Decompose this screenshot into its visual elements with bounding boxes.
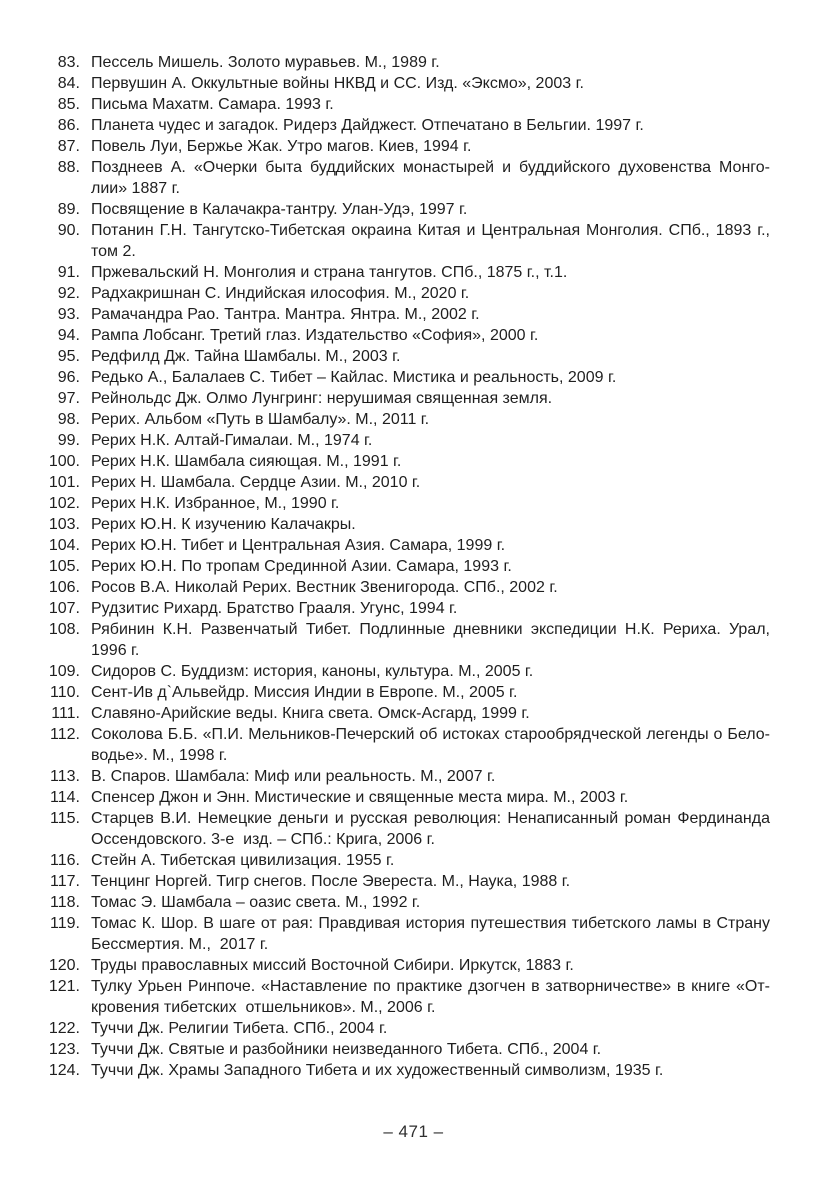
entry-text (91, 682, 770, 703)
entry-number: 102. (48, 495, 80, 512)
entry-number: 120. (48, 957, 80, 974)
list-item (43, 304, 770, 325)
entry-number: 112. (50, 726, 80, 743)
entry-text (91, 451, 770, 472)
entry-text (91, 913, 770, 955)
entry-text (91, 766, 770, 787)
entry-line: том 2. (91, 243, 136, 260)
entry-line: Редько А., Балалаев С. Тибет – Кайлас. Мистика и реальность, 2009 г. (91, 369, 617, 386)
entry-text (91, 514, 770, 535)
entry-line: Рерих Н.К. Избранное, М., 1990 г. (91, 495, 340, 512)
list-item (43, 976, 770, 1018)
entry-line: Спенсер Джон и Энн. Мистические и священные места мира. М., 2003 г. (91, 789, 629, 806)
entry-line: Повель Луи, Бержье Жак. Утро магов. Киев, 1994 г. (91, 138, 472, 155)
entry-text (91, 619, 770, 661)
entry-number: 87. (57, 138, 80, 155)
entry-number: 106. (48, 579, 80, 596)
entry-number: 103. (48, 516, 80, 533)
entry-text (91, 850, 770, 871)
list-item (43, 850, 770, 871)
entry-line: Рампа Лобсанг. Третий глаз. Издательство «София», 2000 г. (91, 327, 539, 344)
entry-line: Рерих Н. Шамбала. Сердце Азии. М., 2010 г. (91, 474, 421, 491)
entry-text (91, 52, 770, 73)
entry-number: 88. (57, 159, 80, 176)
entry-line: Тенцинг Норгей. Тигр снегов. После Эвереста. М., Наука, 1988 г. (91, 873, 571, 890)
entry-line: В. Спаров. Шамбала: Миф или реальность. М., 2007 г. (91, 768, 496, 785)
entry-line: Рерих Ю.Н. Тибет и Центральная Азия. Самара, 1999 г. (91, 537, 506, 554)
entry-text (91, 1060, 770, 1081)
entry-text (91, 808, 770, 850)
entry-text (91, 136, 770, 157)
list-item (43, 1018, 770, 1039)
list-item (43, 73, 770, 94)
entry-line: Письма Махатм. Самара. 1993 г. (91, 96, 334, 113)
entry-line: Бессмертия. М., 2017 г. (91, 936, 269, 953)
entry-line: Славяно-Арийские веды. Книга света. Омск-Асгард, 1999 г. (91, 705, 530, 722)
entry-number: 110. (50, 684, 80, 701)
entry-line: Оссендовского. 3-е изд. – СПб.: Крига, 2006 г. (91, 831, 435, 848)
entry-text (91, 346, 770, 367)
entry-number: 94. (57, 327, 80, 344)
list-item (43, 94, 770, 115)
entry-number: 111. (51, 705, 80, 722)
list-item (43, 388, 770, 409)
list-item (43, 514, 770, 535)
list-item (43, 493, 770, 514)
entry-line: Рерих Ю.Н. По тропам Срединной Азии. Самара, 1993 г. (91, 558, 512, 575)
entry-number: 92. (57, 285, 80, 302)
entry-line: Рудзитис Рихард. Братство Грааля. Угунс, 1994 г. (91, 600, 458, 617)
list-item (43, 598, 770, 619)
list-item (43, 871, 770, 892)
list-item (43, 199, 770, 220)
entry-number: 109. (48, 663, 80, 680)
entry-line: Росов В.А. Николай Рерих. Вестник Звенигорода. СПб., 2002 г. (91, 579, 558, 596)
entry-number: 114. (50, 789, 80, 806)
list-item (43, 472, 770, 493)
entry-line: Потанин Г.Н. Тангутско-Тибетская окраина Китая и Центральная Монголия. СПб., 1893 г., (91, 222, 770, 239)
entry-text (91, 94, 770, 115)
entry-line: 1996 г. (91, 642, 140, 659)
entry-number: 107. (48, 600, 80, 617)
list-item (43, 325, 770, 346)
entry-number: 93. (57, 306, 80, 323)
entry-line: Соколова Б.Б. «П.И. Мельников-Печерский об истоках старообрядческой легенды о Бело- (91, 726, 770, 743)
entry-text (91, 472, 770, 493)
entry-line: Редфилд Дж. Тайна Шамбалы. М., 2003 г. (91, 348, 401, 365)
entry-number: 124. (48, 1062, 80, 1079)
entry-number: 89. (57, 201, 80, 218)
entry-text (91, 262, 770, 283)
entry-text (91, 955, 770, 976)
entry-line: Томас Э. Шамбала – оазис света. М., 1992 г. (91, 894, 421, 911)
entry-text (91, 388, 770, 409)
entry-line: Труды православных миссий Восточной Сибири. Иркутск, 1883 г. (91, 957, 574, 974)
entry-number: 113. (50, 768, 80, 785)
entry-line: Рамачандра Рао. Тантра. Мантра. Янтра. М., 2002 г. (91, 306, 480, 323)
entry-number: 123. (48, 1041, 80, 1058)
list-item (43, 556, 770, 577)
entry-line: Стейн А. Тибетская цивилизация. 1955 г. (91, 852, 395, 869)
entry-number: 118. (50, 894, 80, 911)
entry-line: Туччи Дж. Святые и разбойники неизведанного Тибета. СПб., 2004 г. (91, 1041, 602, 1058)
list-item (43, 220, 770, 262)
entry-line: Радхакришнан С. Индийская илософия. М., 2020 г. (91, 285, 470, 302)
list-item (43, 787, 770, 808)
bibliography-list (43, 52, 770, 1081)
entry-number: 91. (57, 264, 80, 281)
list-item (43, 892, 770, 913)
entry-number: 90. (57, 222, 80, 239)
list-item (43, 283, 770, 304)
entry-text (91, 493, 770, 514)
entry-number: 116. (50, 852, 80, 869)
entry-line: Рейнольдс Дж. Олмо Лунгринг: нерушимая священная земля. (91, 390, 553, 407)
entry-line: Тулку Урьен Ринпоче. «Наставление по практике дзогчен в затворничестве» в книге «От- (91, 978, 770, 995)
list-item (43, 451, 770, 472)
entry-line: водье». М., 1998 г. (91, 747, 228, 764)
entry-line: кровения тибетских отшельников». М., 2006 г. (91, 999, 436, 1016)
list-item (43, 1060, 770, 1081)
entry-number: 95. (57, 348, 80, 365)
list-item (43, 430, 770, 451)
entry-line: Рерих Ю.Н. К изучению Калачакры. (91, 516, 356, 533)
list-item (43, 808, 770, 850)
entry-line: Рерих Н.К. Шамбала сияющая. М., 1991 г. (91, 453, 402, 470)
entry-text (91, 367, 770, 388)
list-item (43, 52, 770, 73)
list-item (43, 157, 770, 199)
list-item (43, 262, 770, 283)
entry-text (91, 976, 770, 1018)
entry-line: Посвящение в Калачакра-тантру. Улан-Удэ, 1997 г. (91, 201, 468, 218)
entry-line: Рябинин К.Н. Развенчатый Тибет. Подлинные дневники экспедиции Н.К. Рериха. Урал, (91, 621, 770, 638)
list-item (43, 682, 770, 703)
entry-line: Туччи Дж. Храмы Западного Тибета и их художественный символизм, 1935 г. (91, 1062, 664, 1079)
entry-text (91, 199, 770, 220)
entry-text (91, 325, 770, 346)
entry-text (91, 283, 770, 304)
entry-line: Первушин А. Оккультные войны НКВД и СС. Изд. «Эксмо», 2003 г. (91, 75, 584, 92)
entry-number: 121. (48, 978, 80, 995)
list-item (43, 619, 770, 661)
entry-line: Старцев В.И. Немецкие деньги и русская революция: Ненаписанный роман Фердинанда (91, 810, 770, 827)
entry-line: Позднеев А. «Очерки быта буддийских монастырей и буддийского духовенства Монго- (91, 159, 770, 176)
entry-line: Пессель Мишель. Золото муравьев. М., 1989 г. (91, 54, 440, 71)
entry-number: 84. (57, 75, 80, 92)
list-item (43, 577, 770, 598)
entry-text (91, 871, 770, 892)
entry-line: Туччи Дж. Религии Тибета. СПб., 2004 г. (91, 1020, 388, 1037)
entry-text (91, 535, 770, 556)
list-item (43, 1039, 770, 1060)
entry-number: 83. (57, 54, 80, 71)
entry-number: 105. (48, 558, 80, 575)
entry-text (91, 787, 770, 808)
entry-number: 101. (48, 474, 80, 491)
list-item (43, 409, 770, 430)
entry-line: Планета чудес и загадок. Ридерз Дайджест. Отпечатано в Бельгии. 1997 г. (91, 117, 644, 134)
entry-text (91, 703, 770, 724)
entry-line: Сент-Ив д`Альвейдр. Миссия Индии в Европе. М., 2005 г. (91, 684, 518, 701)
entry-number: 100. (48, 453, 80, 470)
entry-text (91, 157, 770, 199)
entry-text (91, 1039, 770, 1060)
list-item (43, 703, 770, 724)
list-item (43, 724, 770, 766)
list-item (43, 913, 770, 955)
entry-text (91, 598, 770, 619)
entry-number: 115. (50, 810, 80, 827)
entry-number: 98. (57, 411, 80, 428)
entry-number: 86. (57, 117, 80, 134)
entry-number: 104. (48, 537, 80, 554)
entry-line: Пржевальский Н. Монголия и страна тангутов. СПб., 1875 г., т.1. (91, 264, 568, 281)
list-item (43, 115, 770, 136)
entry-text (91, 73, 770, 94)
list-item (43, 766, 770, 787)
list-item (43, 661, 770, 682)
entry-number: 108. (48, 621, 80, 638)
entry-number: 96. (57, 369, 80, 386)
entry-text (91, 430, 770, 451)
entry-line: Рерих. Альбом «Путь в Шамбалу». М., 2011 г. (91, 411, 430, 428)
entry-text (91, 556, 770, 577)
entry-line: Томас К. Шор. В шаге от рая: Правдивая история путешествия тибетского ламы в Страну (91, 915, 770, 932)
entry-number: 99. (57, 432, 80, 449)
entry-number: 97. (57, 390, 80, 407)
list-item (43, 346, 770, 367)
entry-number: 117. (50, 873, 80, 890)
entry-line: лии» 1887 г. (91, 180, 180, 197)
entry-number: 122. (48, 1020, 80, 1037)
entry-text (91, 661, 770, 682)
entry-number: 119. (50, 915, 80, 932)
entry-text (91, 115, 770, 136)
entry-text (91, 892, 770, 913)
list-item (43, 535, 770, 556)
entry-number: 85. (57, 96, 80, 113)
entry-text (91, 724, 770, 766)
list-item (43, 367, 770, 388)
page-number: – 471 – (383, 1122, 444, 1141)
entry-text (91, 304, 770, 325)
list-item (43, 136, 770, 157)
list-item (43, 955, 770, 976)
entry-text (91, 577, 770, 598)
entry-text (91, 409, 770, 430)
entry-text (91, 220, 770, 262)
entry-line: Рерих Н.К. Алтай-Гималаи. М., 1974 г. (91, 432, 373, 449)
entry-text (91, 1018, 770, 1039)
entry-line: Сидоров С. Буддизм: история, каноны, культура. М., 2005 г. (91, 663, 534, 680)
